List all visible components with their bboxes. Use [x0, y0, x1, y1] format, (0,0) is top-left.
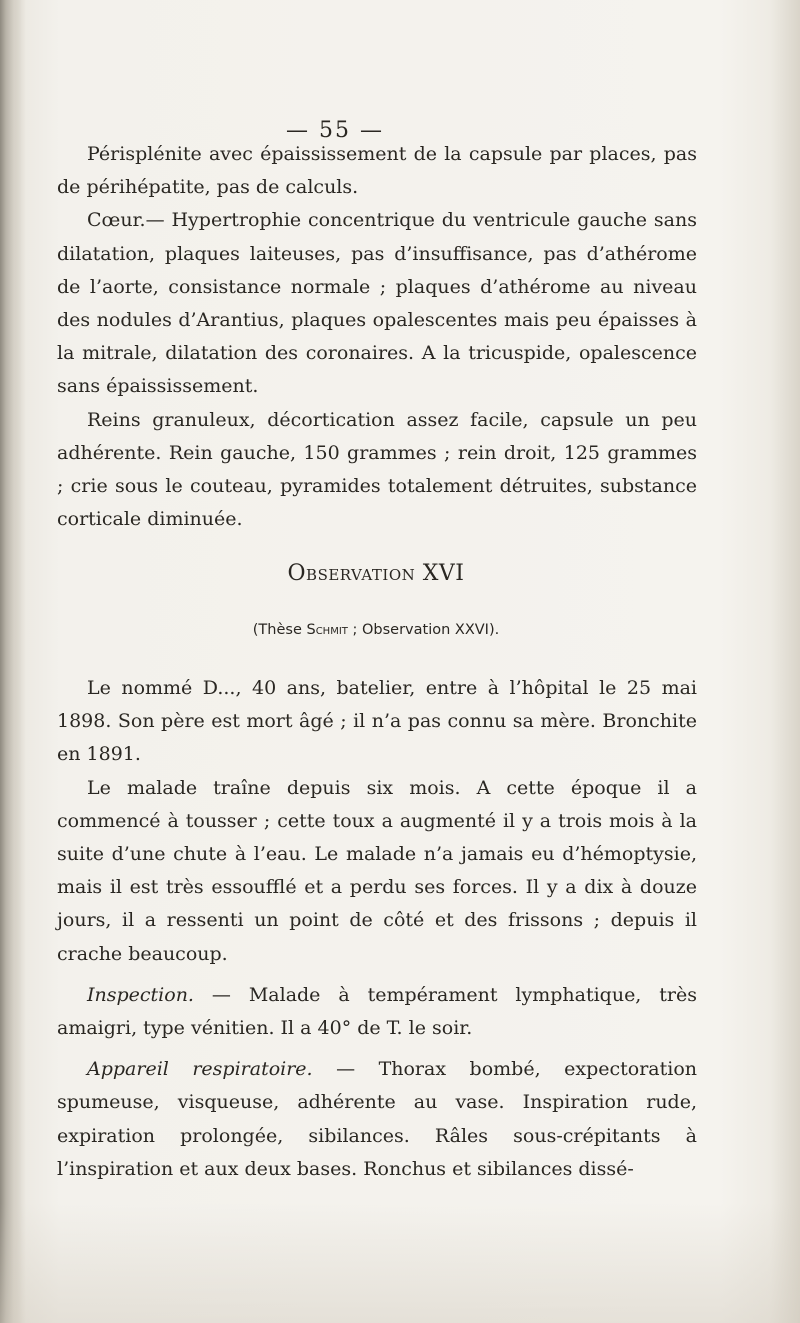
inspection-text: — Malade à tempérament lymphatique, très amaigri, type vénitien. Il a 40° de T. le soir.	[57, 983, 697, 1040]
appareil-text: — Thorax bombé, expectoration spumeuse, visqueuse, adhérente au vase. Inspiration rude, expiration prolongée, sibilances. Râles sous-crépitants à l’inspiration et aux deux bases. Ronchus et sibilances dissé-	[57, 1058, 697, 1180]
source-prefix: (Thèse	[252, 622, 307, 638]
page-number: — 55 —	[286, 118, 384, 143]
observation-title: Observation XVI	[287, 561, 465, 586]
source-author: Schmit	[306, 622, 348, 638]
paragraph-patient: Le nommé D..., 40 ans, batelier, entre à l’hôpital le 25 mai 1898. Son père est mort âgé ; il n’a pas connu sa mère. Bronchite en 1891.	[57, 677, 697, 766]
source-suffix: ; Observation XXVI).	[347, 622, 500, 638]
observation-text-block	[57, 672, 697, 1186]
binding-edge	[0, 0, 26, 1323]
paragraph-appareil	[57, 1053, 697, 1186]
appareil-label: Appareil respiratoire.	[87, 1058, 313, 1081]
paragraph-reins: Reins granuleux, décortication assez facile, capsule un peu adhérente. Rein gauche, 150 grammes ; rein droit, 125 grammes ; crie sous le couteau, pyramides totalement détruites, substance corticale diminuée.	[57, 408, 697, 531]
paragraph-inspection	[57, 979, 697, 1045]
inspection-label: Inspection.	[87, 983, 194, 1006]
paragraph-coeur: Cœur.— Hypertrophie concentrique du ventricule gauche sans dilatation, plaques laiteuses, pas d’insuffisance, pas d’athérome de l’aorte, consistance normale ; plaques d’athérome au niveau des nodules d’Arantius, plaques opalescentes mais peu épaisses à la mitrale, dilatation des coronaires. A la tricuspide, opalescence sans épaississement.	[57, 209, 697, 398]
paragraph-perisplenite: Périsplénite avec épaississement de la capsule par places, pas de périhépatite, pas de calculs.	[57, 143, 697, 199]
page-shade	[0, 1203, 800, 1323]
observation-source	[0, 622, 752, 638]
top-text-block	[57, 138, 697, 536]
paragraph-history: Le malade traîne depuis six mois. A cette époque il a commencé à tousser ; cette toux a augmenté il y a trois mois à la suite d’une chute à l’eau. Le malade n’a jamais eu d’hémoptysie, mais il est très essoufflé et a perdu ses forces. Il y a dix à douze jours, il a ressenti un point de côté et des frissons ; depuis il crache beaucoup.	[57, 776, 697, 965]
